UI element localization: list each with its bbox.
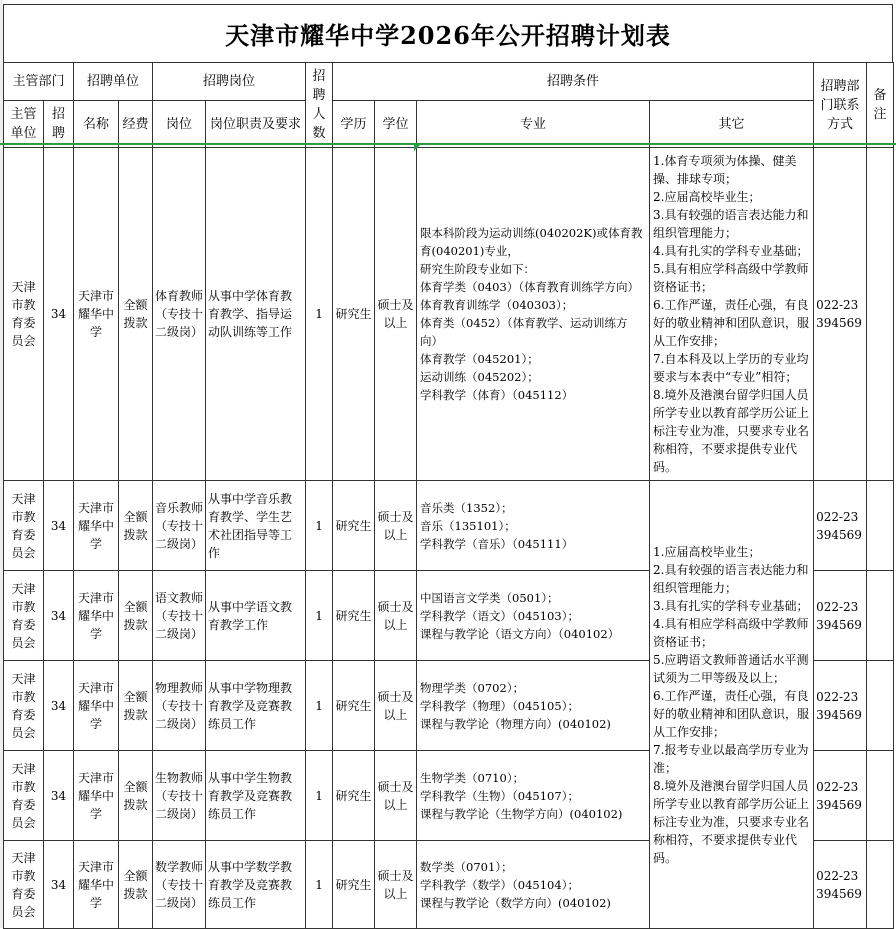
cell-major[interactable]: 限本科阶段为运动训练(040202K)或体育教育(040201)专业， 研究生阶段专业如下： 体育学类（0403）（体育教育训练学方向） 体育教育训练学（040303）； 体育类（0452）（体育教学、运动训练方向） 体育教学（045201）； 运动训练（045202）； 学科教学（体育）（045112） xyxy=(417,148,650,481)
cell-major[interactable]: 音乐类（1352）； 音乐（135101）； 学科教学（音乐）（045111） xyxy=(417,481,650,571)
cell-duties[interactable]: 从事中学物理教育教学及竞赛教练员工作 xyxy=(206,661,306,751)
header-remarks[interactable]: 备注 xyxy=(867,63,894,148)
header-funding[interactable]: 经费 xyxy=(119,101,153,148)
cell-remarks[interactable] xyxy=(867,571,894,661)
cell-education[interactable]: 研究生 xyxy=(333,661,375,751)
cell-dept[interactable]: 天津市教育委员会 xyxy=(4,571,44,661)
cell-funding[interactable]: 全额拨款 xyxy=(119,148,153,481)
header-major[interactable]: 专业 xyxy=(417,101,650,148)
cell-other-pe[interactable]: 1.体育专项须为体操、健美操、排球专项； 2.应届高校毕业生； 3.具有较强的语言表达能力和组织管理能力； 4.具有扎实的学科专业基础； 5.具有相应学科高级中学教师资格证书； 6.工作严谨，责任心强，有良好的敬业精神和团队意识，服从工作安排； 7.自本科及以上学历的专业均要求与本表中“专业”相符； 8.境外及港澳台留学归国人员所学专业以教育部学历公证上标注专业为准，只要求专业名称相符，不要求提供专业代码。 xyxy=(650,148,814,481)
cell-unit[interactable]: 天津市耀华中学 xyxy=(74,481,119,571)
cell-education[interactable]: 研究生 xyxy=(333,751,375,841)
cell-remarks[interactable] xyxy=(867,148,894,481)
header-dept-unit[interactable]: 主管单位 xyxy=(4,101,44,148)
header-name[interactable]: 名称 xyxy=(74,101,119,148)
cell-funding[interactable]: 全额拨款 xyxy=(119,481,153,571)
cell-dept[interactable]: 天津市教育委员会 xyxy=(4,481,44,571)
cell-count[interactable]: 1 xyxy=(306,571,333,661)
cell-major[interactable]: 数学类（0701）； 学科教学（数学）（045104）； 课程与教学论（数学方向）(040102) xyxy=(417,841,650,929)
cell-count[interactable]: 1 xyxy=(306,661,333,751)
header-supervising-dept[interactable]: 主管部门 xyxy=(4,63,74,101)
cell-degree[interactable]: 硕士及以上 xyxy=(375,571,417,661)
cell-contact[interactable]: 022-23394569 xyxy=(814,148,867,481)
header-unit-code[interactable]: 招聘 xyxy=(44,101,74,148)
cell-count[interactable]: 1 xyxy=(306,841,333,929)
cell-degree[interactable]: 硕士及以上 xyxy=(375,148,417,481)
page-title: 天津市耀华中学2026年公开招聘计划表 xyxy=(3,4,893,62)
header-contact[interactable]: 招聘部门联系方式 xyxy=(814,63,867,148)
header-duties[interactable]: 岗位职责及要求 xyxy=(206,101,306,148)
cell-dept[interactable]: 天津市教育委员会 xyxy=(4,751,44,841)
cell-contact[interactable]: 022-23394569 xyxy=(814,571,867,661)
cell-funding[interactable]: 全额拨款 xyxy=(119,841,153,929)
cell-major[interactable]: 中国语言文学类（0501）； 学科教学（语文）（045103）； 课程与教学论（语文方向）（040102） xyxy=(417,571,650,661)
cell-education[interactable]: 研究生 xyxy=(333,148,375,481)
cell-post[interactable]: 体育教师（专技十二级岗） xyxy=(153,148,206,481)
cell-duties[interactable]: 从事中学音乐教育教学、学生艺术社团指导等工作 xyxy=(206,481,306,571)
cell-code[interactable]: 34 xyxy=(44,571,74,661)
header-num-hires[interactable]: 招聘人数 xyxy=(306,63,333,148)
comment-indicator xyxy=(414,145,420,151)
cell-post[interactable]: 语文教师（专技十二级岗） xyxy=(153,571,206,661)
cell-unit[interactable]: 天津市耀华中学 xyxy=(74,751,119,841)
cell-duties[interactable]: 从事中学生物教育教学及竞赛教练员工作 xyxy=(206,751,306,841)
cell-other-shared[interactable]: 1.应届高校毕业生； 2.具有较强的语言表达能力和组织管理能力； 3.具有扎实的学科专业基础； 4.具有相应学科高级中学教师资格证书； 5.应聘语文教师普通话水平测试须为二甲等级及以上； 6.工作严谨，责任心强，有良好的敬业精神和团队意识，服从工作安排； 7.报考专业以最高学历专业为准； 8.境外及港澳台留学归国人员所学专业以教育部学历公证上标注专业为准，只要求专业名称相符，不要求提供专业代码。 xyxy=(650,481,814,929)
cell-code[interactable]: 34 xyxy=(44,751,74,841)
cell-post[interactable]: 物理教师（专技十二级岗） xyxy=(153,661,206,751)
cell-education[interactable]: 研究生 xyxy=(333,481,375,571)
cell-unit[interactable]: 天津市耀华中学 xyxy=(74,661,119,751)
cell-count[interactable]: 1 xyxy=(306,148,333,481)
header-degree[interactable]: 学位 xyxy=(375,101,417,148)
header-recruiting-unit[interactable]: 招聘单位 xyxy=(74,63,153,101)
cell-code[interactable]: 34 xyxy=(44,841,74,929)
cell-unit[interactable]: 天津市耀华中学 xyxy=(74,148,119,481)
cell-degree[interactable]: 硕士及以上 xyxy=(375,481,417,571)
table-row xyxy=(4,148,894,481)
cell-contact[interactable]: 022-23394569 xyxy=(814,751,867,841)
cell-count[interactable]: 1 xyxy=(306,481,333,571)
cell-post[interactable]: 数学教师（专技十二级岗） xyxy=(153,841,206,929)
cell-code[interactable]: 34 xyxy=(44,148,74,481)
cell-funding[interactable]: 全额拨款 xyxy=(119,751,153,841)
cell-dept[interactable]: 天津市教育委员会 xyxy=(4,148,44,481)
cell-degree[interactable]: 硕士及以上 xyxy=(375,751,417,841)
cell-duties[interactable]: 从事中学数学教育教学及竞赛教练员工作 xyxy=(206,841,306,929)
cell-code[interactable]: 34 xyxy=(44,661,74,751)
header-conditions[interactable]: 招聘条件 xyxy=(333,63,814,101)
recruitment-table xyxy=(3,62,894,929)
cell-major[interactable]: 物理学类（0702）； 学科教学（物理）（045105）； 课程与教学论（物理方向）(040102) xyxy=(417,661,650,751)
header-post[interactable]: 岗位 xyxy=(153,101,206,148)
cell-unit[interactable]: 天津市耀华中学 xyxy=(74,841,119,929)
cell-duties[interactable]: 从事中学体育教育教学、指导运动队训练等工作 xyxy=(206,148,306,481)
cell-post[interactable]: 音乐教师（专技十二级岗） xyxy=(153,481,206,571)
cell-education[interactable]: 研究生 xyxy=(333,571,375,661)
cell-degree[interactable]: 硕士及以上 xyxy=(375,841,417,929)
header-other[interactable]: 其它 xyxy=(650,101,814,148)
cell-degree[interactable]: 硕士及以上 xyxy=(375,661,417,751)
cell-funding[interactable]: 全额拨款 xyxy=(119,661,153,751)
cell-count[interactable]: 1 xyxy=(306,751,333,841)
cell-education[interactable]: 研究生 xyxy=(333,841,375,929)
cell-post[interactable]: 生物教师（专技十二级岗） xyxy=(153,751,206,841)
cell-unit[interactable]: 天津市耀华中学 xyxy=(74,571,119,661)
header-education[interactable]: 学历 xyxy=(333,101,375,148)
cell-remarks[interactable] xyxy=(867,841,894,929)
cell-funding[interactable]: 全额拨款 xyxy=(119,571,153,661)
cell-contact[interactable]: 022-23394569 xyxy=(814,661,867,751)
cell-code[interactable]: 34 xyxy=(44,481,74,571)
cell-dept[interactable]: 天津市教育委员会 xyxy=(4,841,44,929)
header-recruiting-post[interactable]: 招聘岗位 xyxy=(153,63,306,101)
cell-remarks[interactable] xyxy=(867,751,894,841)
cell-remarks[interactable] xyxy=(867,481,894,571)
cell-dept[interactable]: 天津市教育委员会 xyxy=(4,661,44,751)
cell-contact[interactable]: 022-23394569 xyxy=(814,841,867,929)
cell-duties[interactable]: 从事中学语文教育教学工作 xyxy=(206,571,306,661)
table-row xyxy=(4,481,894,571)
cell-remarks[interactable] xyxy=(867,661,894,751)
freeze-pane-line[interactable] xyxy=(0,143,896,145)
cell-major[interactable]: 生物学类（0710）； 学科教学（生物）（045107）； 课程与教学论（生物学方向）(040102) xyxy=(417,751,650,841)
cell-contact[interactable]: 022-23394569 xyxy=(814,481,867,571)
